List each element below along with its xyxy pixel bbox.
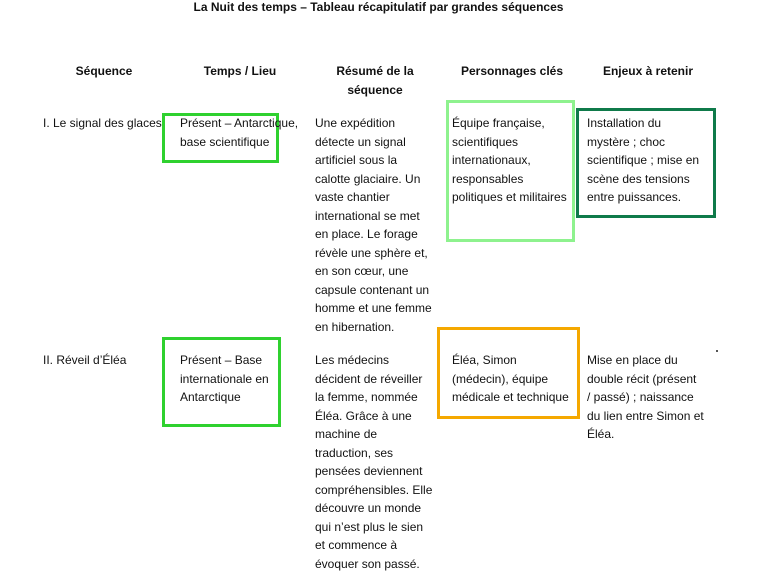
row2-personnages: Éléa, Simon (médecin), équipe médicale et technique — [452, 353, 569, 404]
stray-mark — [716, 350, 718, 352]
row2-sequence: II. Réveil d’Éléa — [43, 353, 127, 367]
header-personnages: Personnages clés — [460, 64, 564, 78]
header-sequence: Séquence — [75, 64, 133, 78]
row2-temps-lieu: Présent – Base internationale en Antarctique — [180, 353, 269, 404]
row1-enjeux: Installation du mystère ; choc scientifique ; mise en scène des tensions entre puissances. — [587, 116, 700, 204]
header-temps-lieu: Temps / Lieu — [203, 64, 277, 78]
row1-temps-lieu: Présent – Antarctique, base scientifique — [180, 116, 299, 149]
row2-resume: Les médecins décident de réveiller la femme, nommée Éléa. Grâce à une machine de traduction, ses pensées deviennent compréhensibles. Elle découvre un monde qui n’est plus le sien et commence à évoquer son passé. — [315, 353, 433, 571]
row2-enjeux: Mise en place du double récit (présent / passé) ; naissance du lien entre Simon et Éléa. — [587, 353, 704, 441]
row1-sequence: I. Le signal des glaces — [43, 116, 162, 130]
row1-resume: Une expédition détecte un signal artificiel sous la calotte glaciaire. Un vaste chantier international se met en place. Le forage révèle une sphère et, en son cœur, une capsule contenant un homme et une femme en hibernation. — [315, 116, 432, 334]
header-resume: Résumé de la séquence — [336, 64, 414, 97]
document-title: La Nuit des temps – Tableau récapitulatif par grandes séquences — [193, 0, 564, 14]
row1-personnages: Équipe française, scientifiques internationaux, responsables politiques et militaires — [452, 116, 567, 204]
header-enjeux: Enjeux à retenir — [602, 64, 694, 78]
